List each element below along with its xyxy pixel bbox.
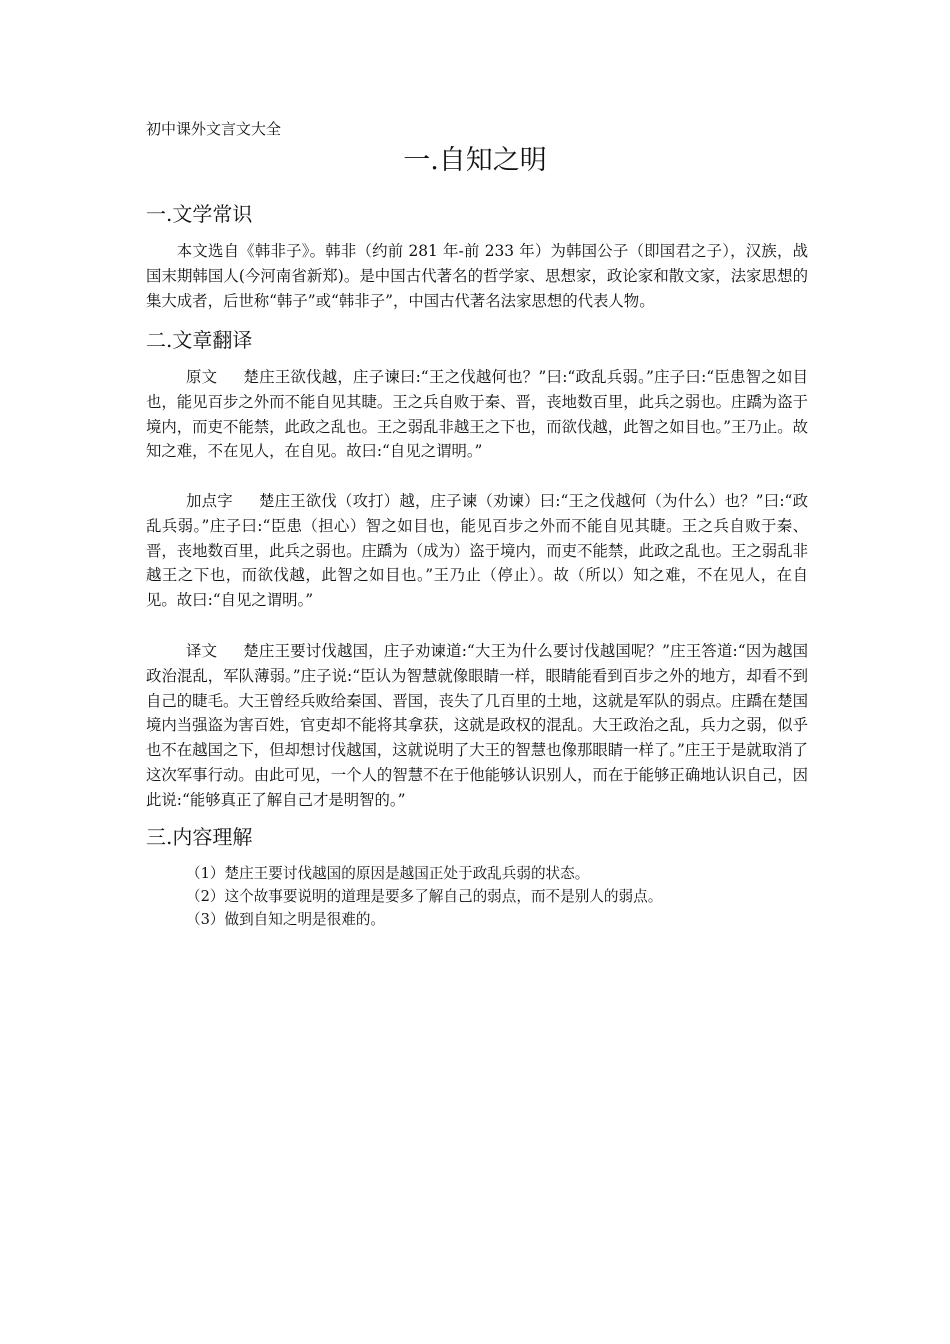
list-item: （1）楚庄王要讨伐越国的原因是越国正处于政乱兵弱的状态。 [186,865,590,882]
translation-tag: 译文 [186,642,218,660]
comprehension-list [186,862,662,931]
original-text-tag: 原文 [186,368,218,386]
annotated-text-tag: 加点字 [186,492,233,510]
document-label: 初中课外文言文大全 [146,120,282,138]
literary-knowledge-paragraph: 本文选自《韩非子》。韩非（约前 281 年-前 233 年）为韩国公子（即国君之子），汉族，战国末期韩国人(今河南省新郑)。是中国古代著名的哲学家、思想家，政论家和散文家，法家思想的集大成者，后世称“韩子”或“韩非子”，中国古代著名法家思想的代表人物。 [146,242,808,310]
section-heading-comprehension: 三.内容理解 [146,825,253,849]
section-heading-translation: 二.文章翻译 [146,328,253,352]
translation-body: 楚庄王要讨伐越国，庄子劝谏道:“大王为什么要讨伐越国呢？”庄王答道:“因为越国政治混乱，军队薄弱。”庄子说:“臣认为智慧就像眼睛一样，眼睛能看到百步之外的地方，却看不到自己的睫毛。大王曾经兵败给秦国、晋国，丧失了几百里的土地，这就是军队的弱点。庄蹻在楚国境内当强盗为害百姓，官吏却不能将其拿获，这就是政权的混乱。大王政治之乱，兵力之弱，似乎也不在越国之下，但却想讨伐越国，这就说明了大王的智慧也像那眼睛一样了。”庄王于是就取消了这次军事行动。由此可见，一个人的智慧不在于他能够认识别人，而在于能够正确地认识自己，因此说:“能够真正了解自己才是明智的。” [146,642,808,809]
list-item: （2）这个故事要说明的道理是要多了解自己的弱点，而不是别人的弱点。 [186,888,663,905]
page-title: 一.自知之明 [403,145,547,176]
original-text-body: 楚庄王欲伐越，庄子谏曰:“王之伐越何也？”曰:“政乱兵弱。”庄子曰:“臣患智之如目也，能见百步之外而不能自见其睫。王之兵自败于秦、晋，丧地数百里，此兵之弱也。庄蹻为盗于境内，而吏不能禁，此政之乱也。王之弱乱非越王之下也，而欲伐越，此智之如目也。”王乃止。故知之难，不在见人，在自见。故曰:“自见之谓明。” [146,368,808,461]
list-item: （3）做到自知之明是很难的。 [186,911,386,928]
annotated-text-body: 楚庄王欲伐（攻打）越，庄子谏（劝谏）曰:“王之伐越何（为什么）也？”曰:“政乱兵弱。”庄子曰:“臣患（担心）智之如目也，能见百步之外而不能自见其睫。王之兵自败于秦、晋，丧地数百里，此兵之弱也。庄蹻为（成为）盗于境内，而吏不能禁，此政之乱也。王之弱乱非越王之下也，而欲伐越，此智之如目也。”王乃止（停止）。故（所以）知之难，不在见人，在自见。故曰:“自见之谓明。” [146,492,808,610]
annotated-text-paragraph [146,489,808,613]
translation-paragraph [146,639,808,813]
original-text-paragraph [146,365,808,464]
section-heading-literary-knowledge: 一.文学常识 [146,202,253,226]
